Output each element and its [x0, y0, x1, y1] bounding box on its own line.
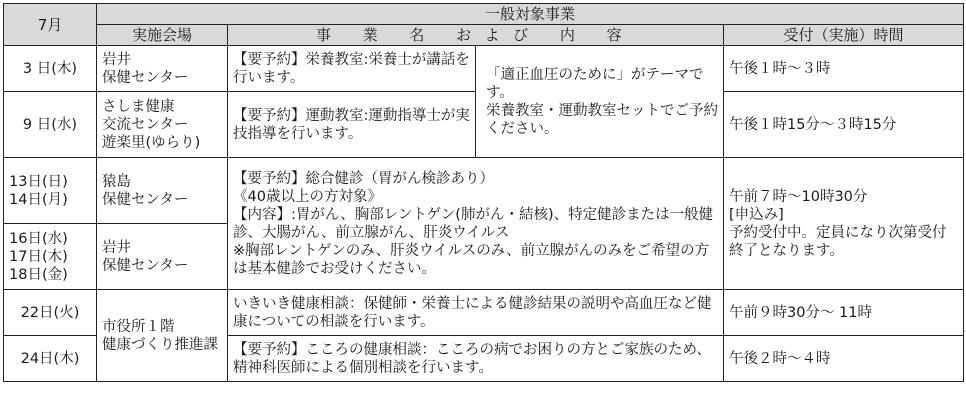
venue-cell: さしま健康 交流センター 遊楽里(ゆらり)	[97, 92, 228, 158]
date-cell: 24日(木)	[4, 336, 97, 382]
time-column-header: 受付（実施）時間	[724, 25, 964, 46]
month-header: 7月	[4, 4, 97, 46]
time-cell: 午後２時～４時	[724, 336, 964, 382]
venue-cell: 岩井 保健センター	[97, 46, 228, 92]
event-content-cell: いきいき健康相談：保健師・栄養士による健診結果の説明や高血圧など健康についての相談を行います。	[228, 290, 724, 336]
venue-cell: 猿島 保健センター	[97, 158, 228, 224]
header-row-columns	[4, 25, 964, 46]
date-cell: 13日(日) 14日(月)	[4, 158, 97, 224]
table-row-nutrition-class	[4, 46, 964, 92]
date-cell: 22日(火)	[4, 290, 97, 336]
city-hall-venue-cell: 市役所１階 健康づくり推進課	[97, 290, 228, 382]
shared-theme-note-cell: 「適正血圧のために」がテーマです。 栄養教室・運動教室セットでご予約ください。	[476, 46, 724, 158]
time-cell: 午後１時15分～３時15分	[724, 92, 964, 158]
date-cell: 3 日(木)	[4, 46, 97, 92]
general-events-header: 一般対象事業	[97, 4, 964, 25]
event-content-cell: 【要予約】栄養教室:栄養士が講話を行います。	[228, 46, 476, 92]
date-cell: 9 日(水)	[4, 92, 97, 158]
event-content-cell: 【要予約】こころの健康相談：こころの病でお困りの方とご家族のため、精神科医師による個別相談を行います。	[228, 336, 724, 382]
venue-cell: 岩井 保健センター	[97, 224, 228, 290]
venue-column-header: 実施会場	[97, 25, 228, 46]
time-cell: 午後１時～３時	[724, 46, 964, 92]
time-cell: 午前９時30分～ 11時	[724, 290, 964, 336]
date-cell: 16日(水) 17日(木) 18日(金)	[4, 224, 97, 290]
health-check-content-cell: 【要予約】総合健診（胃がん検診あり） 《40歳以上の方対象》 【内容】:胃がん、胸部レントゲン(肺がん・結核)、特定健診または一般健診、大腸がん、前立腺がん、肝炎ウイルス ※胸部レントゲンのみ、肝炎ウイルスのみ、前立腺がんのみをご希望の方は基本健診でお受けください。	[228, 158, 724, 290]
content-column-header: 事 業 名 および 内 容	[228, 25, 724, 46]
header-row-top	[4, 4, 964, 25]
health-check-time-cell: 午前７時～10時30分 [申込み] 予約受付中。定員になり次第受付終了となります。	[724, 158, 964, 290]
event-schedule-table	[3, 3, 964, 382]
table-row-health-check-sashima	[4, 158, 964, 224]
event-content-cell: 【要予約】運動教室:運動指導士が実技指導を行います。	[228, 92, 476, 158]
table-row-health-consultation	[4, 290, 964, 336]
